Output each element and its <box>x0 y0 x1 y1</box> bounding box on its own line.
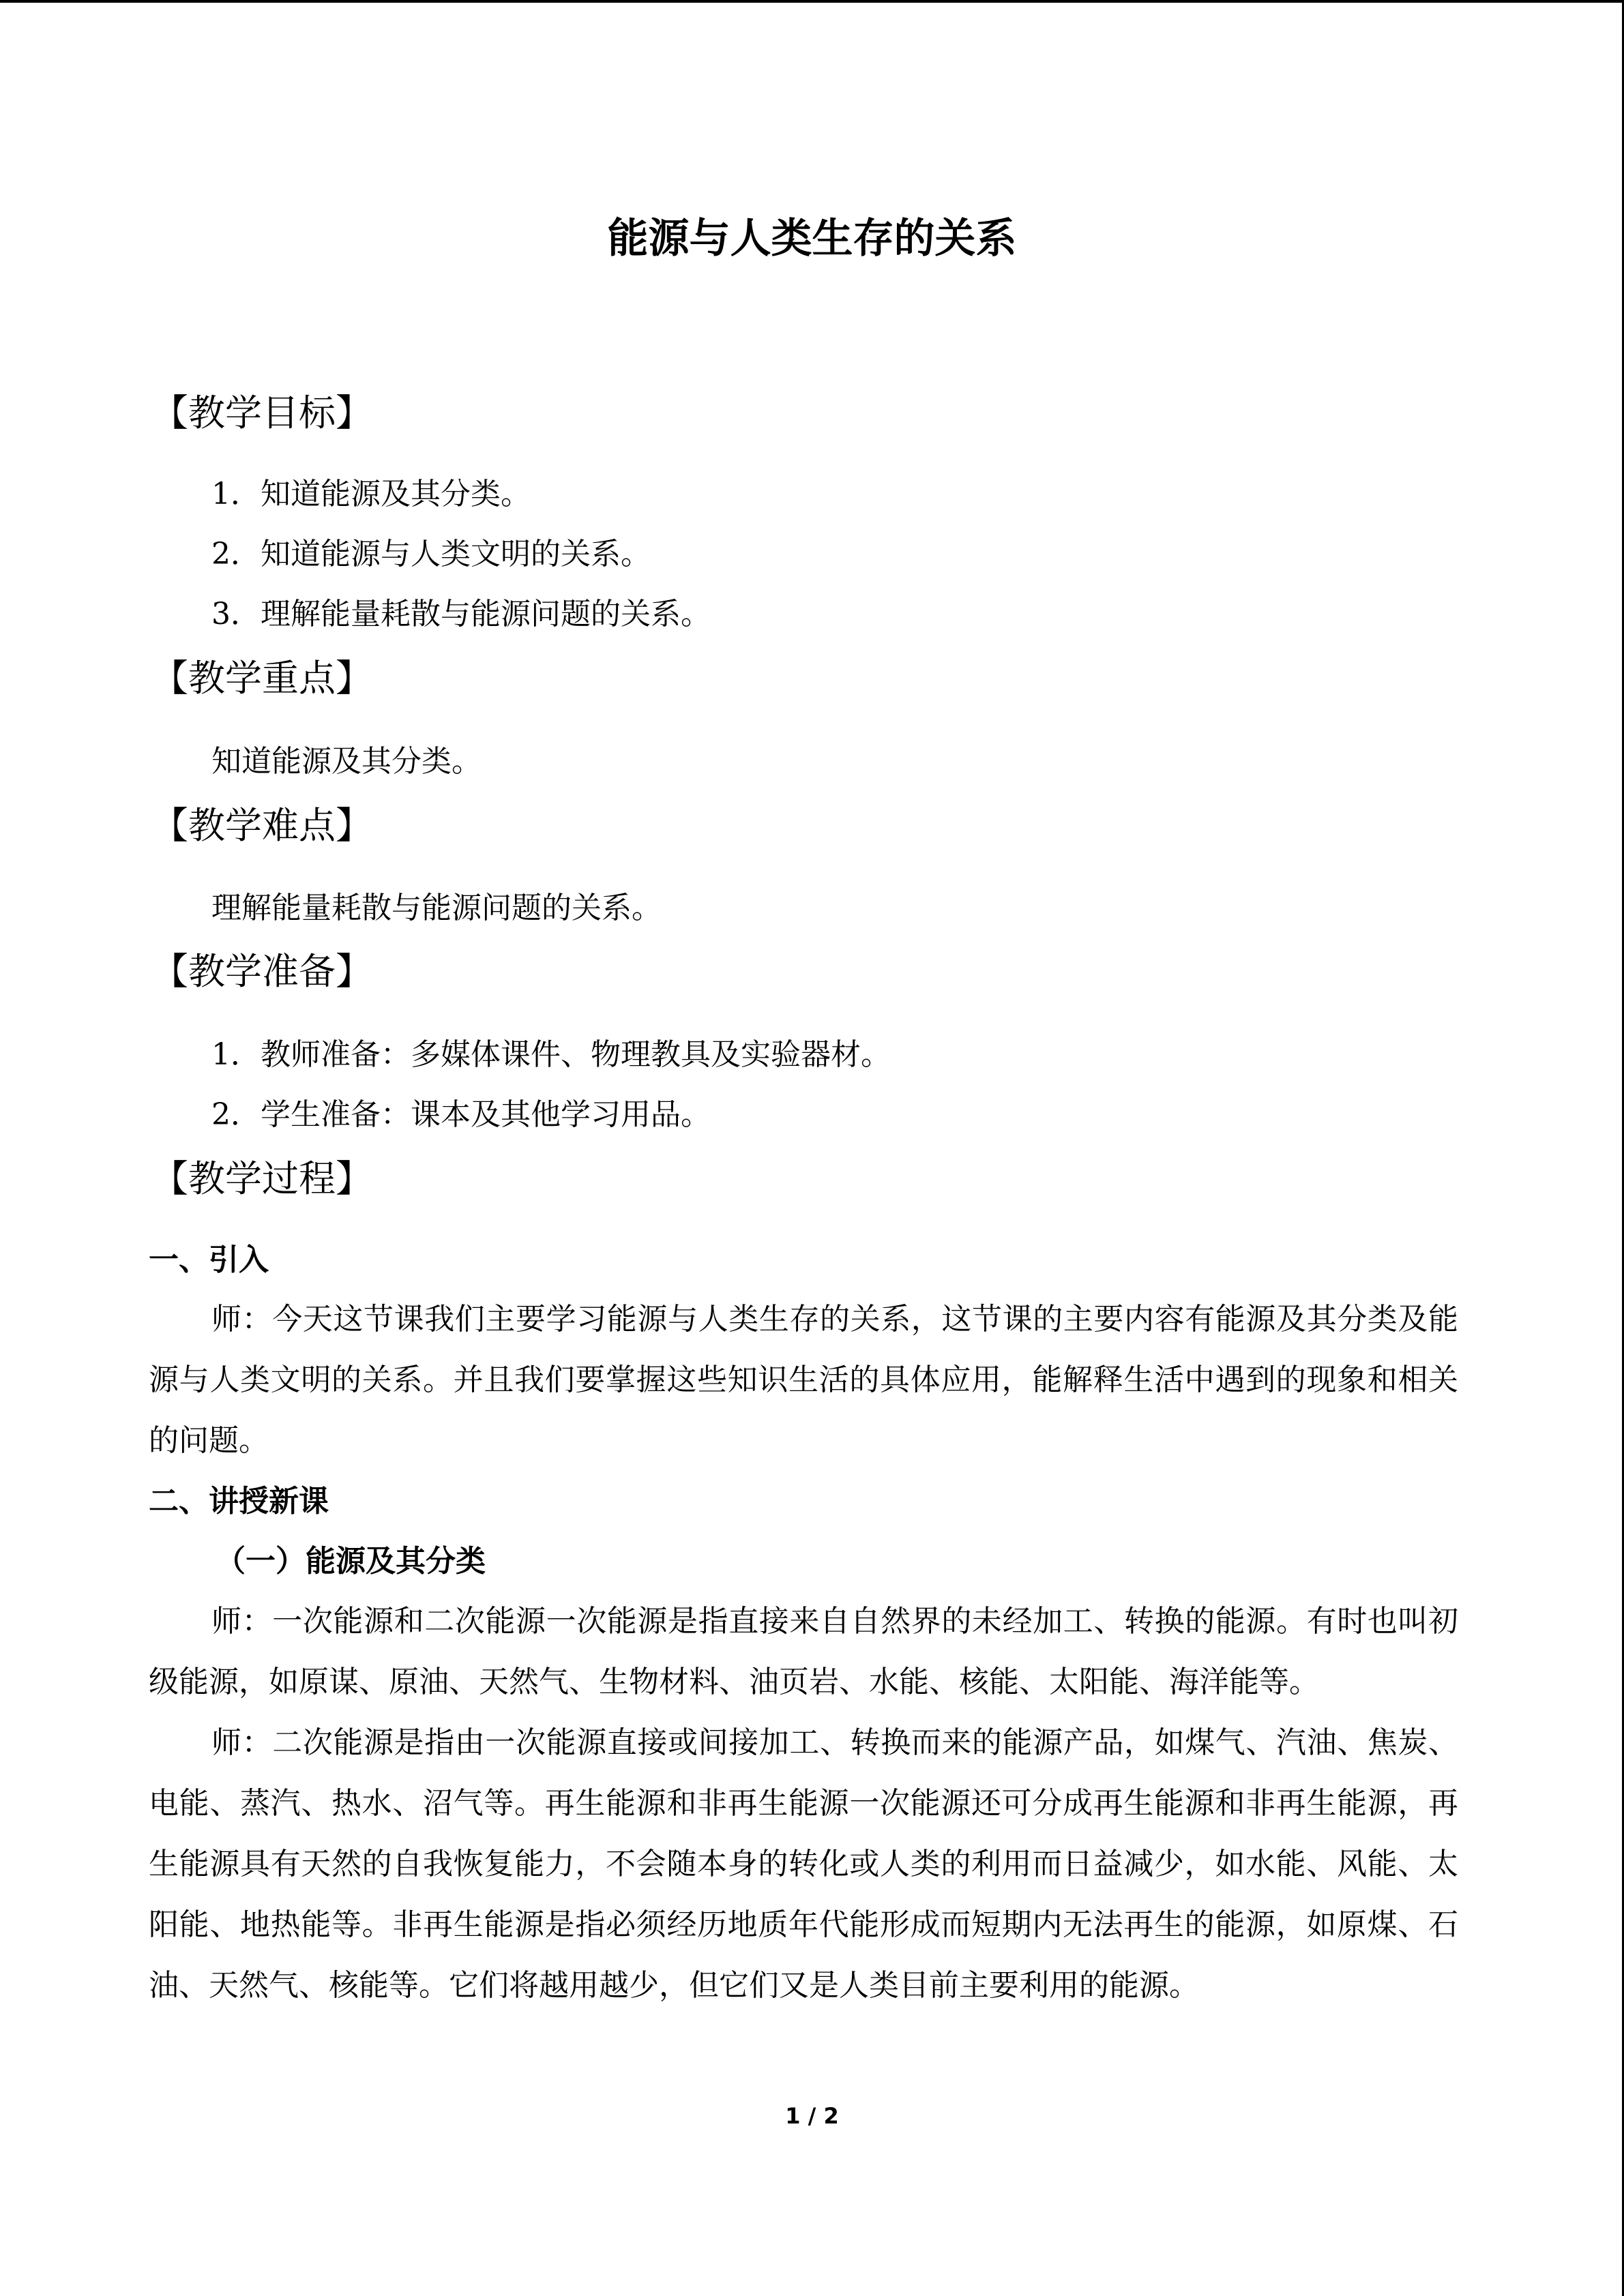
difficulties-text: 理解能量耗散与能源问题的关系。 <box>211 891 662 925</box>
intro-heading: 一、引入 <box>149 1242 269 1277</box>
document-title: 能源与人类生存的关系 <box>607 215 1017 263</box>
key-points-text: 知道能源及其分类。 <box>211 744 482 779</box>
page-number: 1 / 2 <box>785 2103 839 2129</box>
objective-item: 3．理解能量耗散与能源问题的关系。 <box>211 597 711 631</box>
lesson-paragraph: 师：二次能源是指由一次能源直接或间接加工、转换而来的能源产品，如煤气、汽油、焦炭、电能、蒸汽、热水、沼气等。再生能源和非再生能源一次能源还可分成再生能源和非再生能源，再生能源具有天然的自我恢复能力，不会随本身的转化或人类的利用而日益减少，如水能、风能、太阳能、地热能等。非再生能源是指必须经历地质年代能形成而短期内无法再生的能源，如原煤、石油、天然气、核能等。它们将越用越少，但它们又是人类目前主要利用的能源。 <box>149 1725 1458 2003</box>
preparation-item: 2．学生准备：课本及其他学习用品。 <box>211 1097 711 1132</box>
preparation-item: 1．教师准备：多媒体课件、物理教具及实验器材。 <box>211 1037 891 1072</box>
page-top-border <box>0 0 1624 3</box>
preparation-heading: 【教学准备】 <box>151 950 372 993</box>
objective-item: 2．知道能源与人类文明的关系。 <box>211 537 651 571</box>
subsection-heading: （一）能源及其分类 <box>216 1544 486 1579</box>
objectives-heading: 【教学目标】 <box>151 391 372 434</box>
new-lesson-heading: 二、讲授新课 <box>149 1484 329 1519</box>
process-heading: 【教学过程】 <box>151 1157 372 1200</box>
key-points-heading: 【教学重点】 <box>151 657 372 700</box>
objective-item: 1．知道能源及其分类。 <box>211 477 531 511</box>
lesson-paragraph: 师：一次能源和二次能源一次能源是指直接来自自然界的未经加工、转换的能源。有时也叫初级能源，如原谋、原油、天然气、生物材料、油页岩、水能、核能、太阳能、海洋能等。 <box>149 1604 1458 1699</box>
difficulties-heading: 【教学难点】 <box>151 804 372 847</box>
intro-paragraph: 师：今天这节课我们主要学习能源与人类生存的关系，这节课的主要内容有能源及其分类及能源与人类文明的关系。并且我们要掌握这些知识生活的具体应用，能解释生活中遇到的现象和相关的问题。 <box>149 1302 1458 1458</box>
